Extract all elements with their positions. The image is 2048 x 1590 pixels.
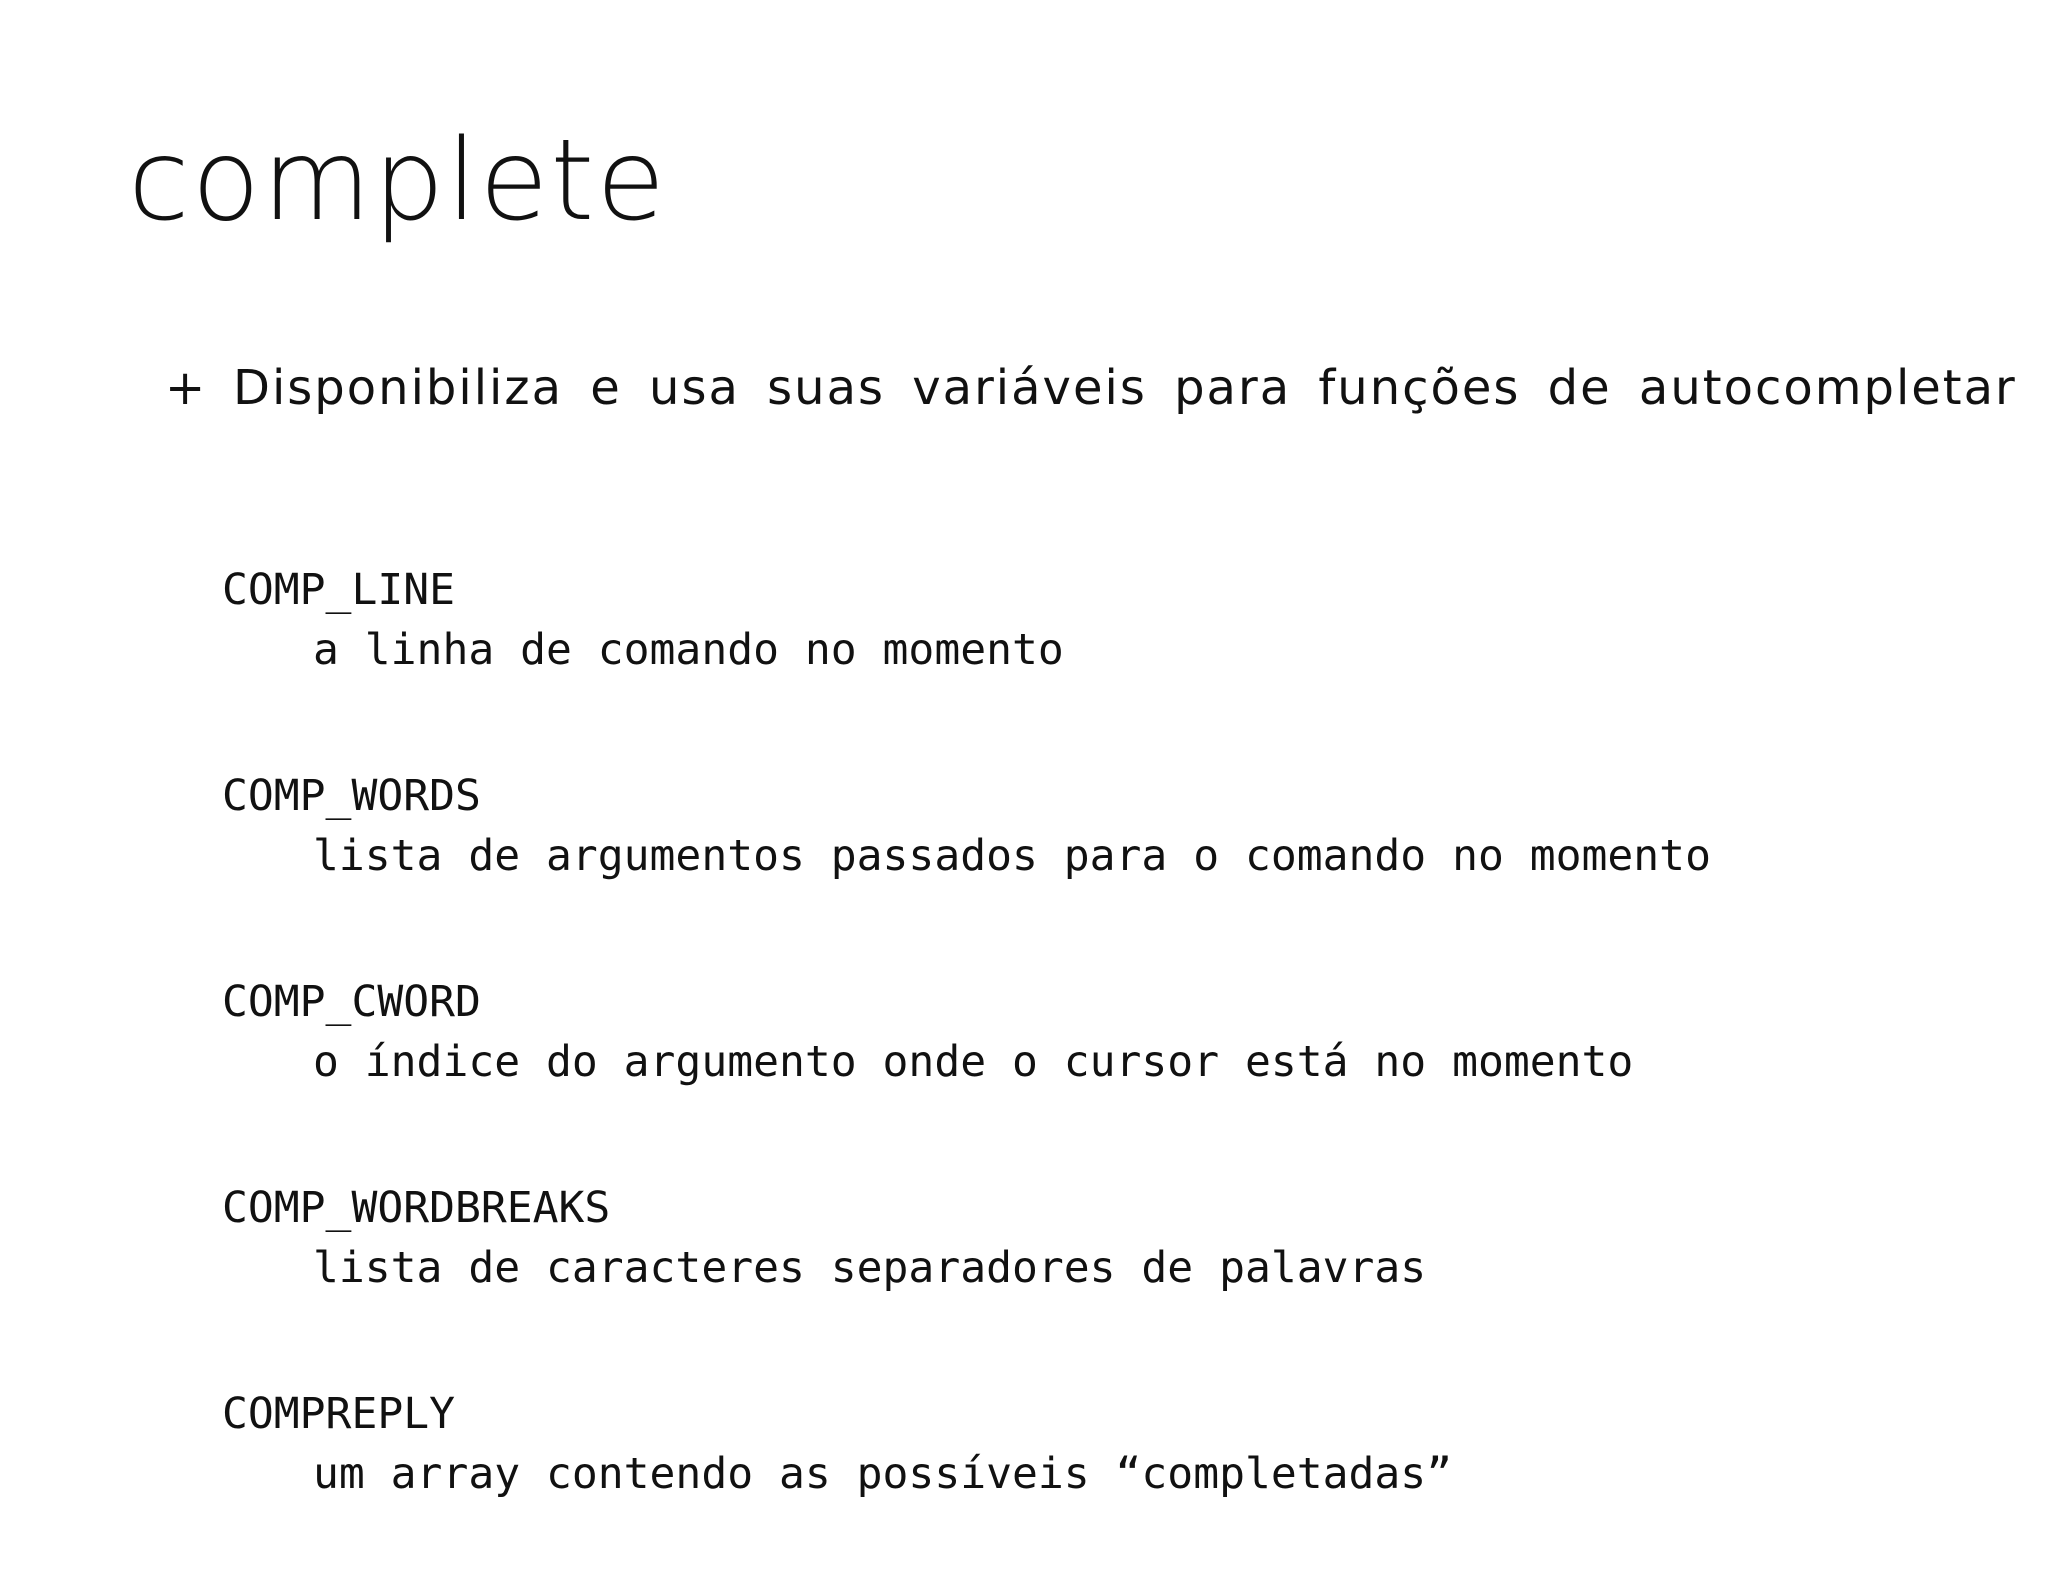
definition-term: COMP_WORDS bbox=[222, 771, 481, 821]
definition-description: o índice do argumento onde o cursor está no momento bbox=[313, 1037, 1634, 1087]
definition-comp-wordbreaks bbox=[222, 1178, 1711, 1298]
bullet-marker: + bbox=[165, 360, 208, 416]
definition-term: COMPREPLY bbox=[222, 1389, 455, 1439]
definition-term: COMP_WORDBREAKS bbox=[222, 1183, 611, 1233]
bullet-point bbox=[165, 360, 2017, 418]
slide-title: complete bbox=[128, 116, 668, 246]
definition-comp-cword bbox=[222, 972, 1711, 1092]
definition-description: lista de caracteres separadores de palavras bbox=[313, 1243, 1427, 1293]
definition-description: um array contendo as possíveis “completadas” bbox=[313, 1449, 1453, 1499]
definition-description: a linha de comando no momento bbox=[313, 625, 1064, 675]
definition-term: COMP_CWORD bbox=[222, 977, 481, 1027]
variable-definitions-list bbox=[222, 560, 1711, 1590]
definition-compreply bbox=[222, 1384, 1711, 1504]
definition-description: lista de argumentos passados para o comando no momento bbox=[313, 831, 1711, 881]
definition-term: COMP_LINE bbox=[222, 565, 455, 615]
definition-comp-words bbox=[222, 766, 1711, 886]
bullet-text: Disponibiliza e usa suas variáveis para funções de autocompletar bbox=[233, 360, 2017, 416]
definition-comp-line bbox=[222, 560, 1711, 680]
